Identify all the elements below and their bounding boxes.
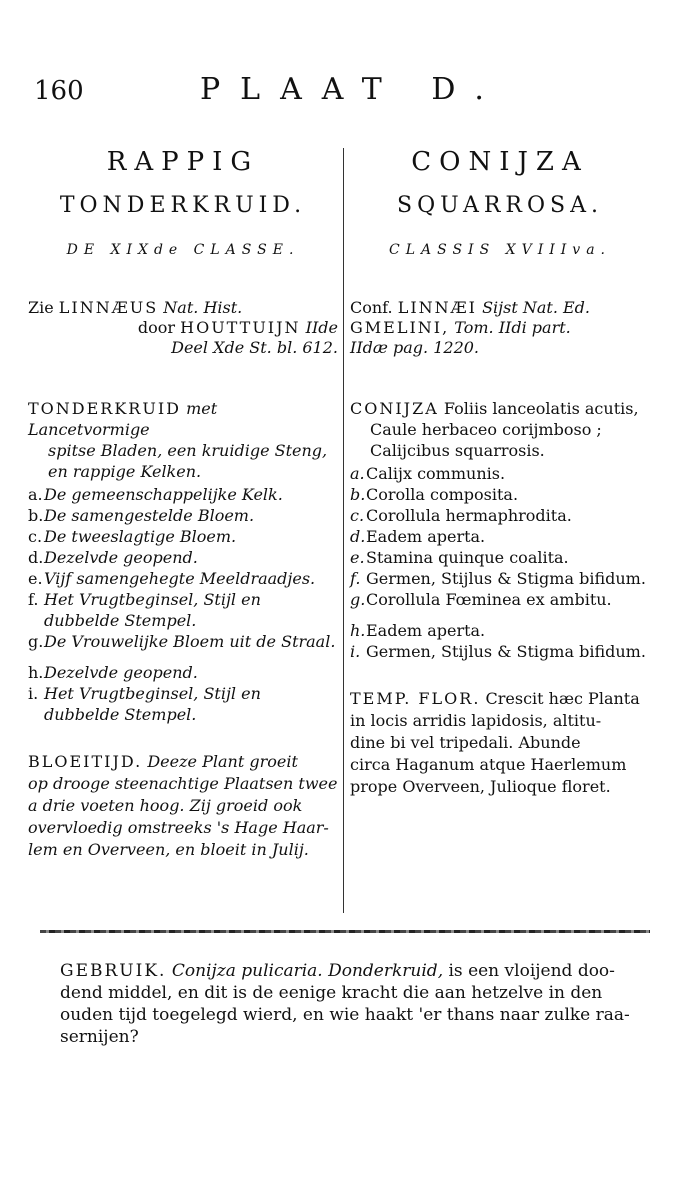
- item-label: h.: [350, 621, 366, 640]
- flower-line-2: in locis arridis lapidosis, altitu-: [350, 711, 602, 730]
- item-label: c.: [28, 527, 43, 546]
- usage-line-2: dend middel, en dit is de eenige kracht die aan hetzelve in den: [60, 983, 603, 1003]
- figure-legend-item: [350, 484, 650, 505]
- item-text: De gemeenschappelijke Kelk.: [44, 485, 283, 504]
- figure-legend-item: [28, 589, 338, 631]
- latin-column: [350, 140, 650, 798]
- item-label: i.: [28, 684, 39, 703]
- item-text: Eadem aperta.: [366, 621, 486, 640]
- column-divider: [343, 148, 344, 913]
- item-label: g.: [28, 632, 44, 651]
- dutch-ref-line-3: Deel Xde St. bl. 612.: [171, 338, 338, 357]
- item-text: Germen, Stijlus & Stigma bifidum.: [366, 569, 646, 588]
- figure-legend-item: [350, 526, 650, 547]
- ref-editor: HOUTTUIJN: [180, 318, 301, 337]
- latin-ref-line-3: IIdæ pag. 1220.: [350, 338, 480, 357]
- horizontal-rule: [40, 930, 650, 933]
- latin-flowering-time: [350, 688, 650, 798]
- dutch-column: [28, 140, 338, 861]
- item-text: Het Vrugtbeginsel, Stijl en dubbelde Stempel.: [44, 684, 261, 724]
- dutch-ref-line-1: [28, 298, 338, 318]
- dutch-reference: [28, 298, 338, 358]
- page-number: 160: [34, 76, 84, 106]
- item-label: e.: [28, 569, 43, 588]
- figure-legend-item: [350, 620, 650, 641]
- item-label: c.: [350, 506, 365, 525]
- ref-word: door: [137, 318, 176, 337]
- figure-legend-item: [28, 683, 338, 725]
- item-label: b.: [28, 506, 44, 525]
- figure-legend-item: [350, 505, 650, 526]
- lead-line-2: spitse Bladen, een kruidige Steng,: [48, 441, 328, 460]
- lead-line-3: en rappige Kelken.: [48, 462, 202, 481]
- flower-label: BLOEITIJD.: [28, 752, 143, 771]
- figure-legend-item: [350, 463, 650, 484]
- lead-line-3: Calijcibus squarrosis.: [370, 441, 545, 460]
- flower-line-4: circa Haganum atque Haerlemum: [350, 755, 627, 774]
- flower-line-3: a drie voeten hoog. Zij groeid ook: [28, 796, 303, 815]
- figure-legend-item: [28, 662, 338, 683]
- latin-ref-line-2: [350, 318, 650, 338]
- item-label: a.: [28, 485, 43, 504]
- lead-label: TONDERKRUID: [28, 399, 181, 418]
- usage-label: GEBRUIK.: [60, 961, 167, 981]
- ref-author: LINNÆUS: [58, 298, 159, 317]
- flower-label: TEMP. FLOR.: [350, 689, 481, 708]
- dutch-class: DE XIXde CLASSE.: [66, 242, 300, 258]
- usage-note: [60, 960, 650, 1048]
- item-label: h.: [28, 663, 44, 682]
- latin-lead: [350, 398, 650, 461]
- item-text: Stamina quinque coalita.: [366, 548, 569, 567]
- dutch-description: [28, 398, 338, 725]
- latin-class: CLASSIS XVIIIva.: [389, 242, 611, 258]
- lead-text: met Lancetvormige: [28, 399, 218, 439]
- item-label: i.: [350, 642, 361, 661]
- dutch-title-line-2: TONDERKRUID.: [59, 193, 307, 218]
- dutch-lead: [28, 398, 338, 482]
- item-label: g.: [350, 590, 366, 609]
- ref-editor: GMELINI,: [350, 318, 450, 337]
- latin-title-line-1: CONIJZA: [411, 147, 589, 177]
- ref-word: Zie: [28, 298, 54, 317]
- usage-line-4: sernijen?: [60, 1027, 139, 1047]
- item-label: a.: [350, 464, 365, 483]
- latin-title-line-2: SQUARROSA.: [397, 193, 603, 218]
- figure-legend-item: [28, 631, 338, 652]
- item-text: De Vrouwelijke Bloem uit de Straal.: [44, 632, 336, 651]
- usage-latin-name: Conijza pulicaria.: [171, 961, 323, 981]
- item-label: d.: [28, 548, 44, 567]
- ref-work: Sijst Nat. Ed.: [482, 298, 591, 317]
- flower-text: Crescit hæc Planta: [485, 689, 640, 708]
- flower-line-5: lem en Overveen, en bloeit in Julij.: [28, 840, 309, 859]
- usage-dutch-name: Donderkruid,: [328, 961, 444, 981]
- flower-line-1: [350, 688, 650, 710]
- item-label: f.: [28, 590, 39, 609]
- item-text: De tweeslagtige Bloem.: [44, 527, 237, 546]
- item-text: Corollula hermaphrodita.: [366, 506, 572, 525]
- ref-part: IIde: [305, 318, 338, 337]
- item-text: Eadem aperta.: [366, 527, 486, 546]
- figure-legend-item: [28, 568, 338, 589]
- item-text: Corolla composita.: [366, 485, 519, 504]
- running-title: PLAAT D.: [200, 72, 504, 107]
- item-text: Calijx communis.: [366, 464, 506, 483]
- item-label: e.: [350, 548, 365, 567]
- item-text: Germen, Stijlus & Stigma bifidum.: [366, 642, 646, 661]
- usage-line-1: [60, 960, 650, 982]
- ref-word: Conf.: [350, 298, 393, 317]
- flower-line-2: op drooge steenachtige Plaatsen twee: [28, 774, 338, 793]
- item-label: b.: [350, 485, 366, 504]
- ref-author: LINNÆI: [397, 298, 477, 317]
- dutch-title-line-1: RAPPIG: [106, 147, 260, 177]
- lead-label: CONIJZA: [350, 399, 439, 418]
- flower-line-3: dine bi vel tripedali. Abunde: [350, 733, 581, 752]
- latin-reference: [350, 298, 650, 358]
- figure-legend-item: [28, 526, 338, 547]
- usage-text: is een vloijend doo-: [448, 961, 615, 981]
- dutch-flowering-time: [28, 751, 338, 861]
- flower-text: Deeze Plant groeit: [147, 752, 298, 771]
- item-label: f.: [350, 569, 361, 588]
- item-text: Het Vrugtbeginsel, Stijl en dubbelde Stempel.: [44, 590, 261, 630]
- latin-ref-line-1: [350, 298, 650, 318]
- usage-line-3: ouden tijd toegelegd wierd, en wie haakt 'er thans naar zulke raa-: [60, 1005, 630, 1025]
- lead-text: Foliis lanceolatis acutis,: [443, 399, 639, 418]
- figure-legend-item: [350, 568, 650, 589]
- figure-legend-item: [28, 484, 338, 505]
- flower-line-1: [28, 751, 338, 773]
- ref-work: Nat. Hist.: [163, 298, 243, 317]
- figure-legend-item: [350, 547, 650, 568]
- item-text: Dezelvde geopend.: [44, 663, 198, 682]
- item-text: Corollula Fœminea ex ambitu.: [366, 590, 612, 609]
- ref-part: Tom. IIdi part.: [454, 318, 571, 337]
- item-text: Vijf samengehegte Meeldraadjes.: [44, 569, 316, 588]
- figure-legend-item: [28, 505, 338, 526]
- figure-legend-item: [350, 589, 650, 610]
- latin-description: [350, 398, 650, 662]
- flower-line-4: overvloedig omstreeks 's Hage Haar-: [28, 818, 329, 837]
- item-text: De samengestelde Bloem.: [44, 506, 255, 525]
- flower-line-5: prope Overveen, Julioque floret.: [350, 777, 611, 796]
- lead-line-2: Caule herbaceo corijmboso ;: [370, 420, 602, 439]
- item-text: Dezelvde geopend.: [44, 548, 198, 567]
- figure-legend-item: [28, 547, 338, 568]
- figure-legend-item: [350, 641, 650, 662]
- dutch-ref-line-2: [28, 318, 338, 338]
- item-label: d.: [350, 527, 366, 546]
